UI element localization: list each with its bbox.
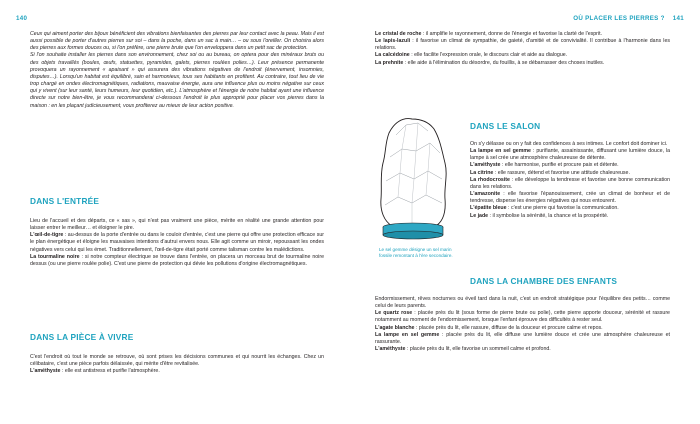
entree-item-tourmaline xyxy=(30,254,324,268)
vivre-item-amethyste xyxy=(30,368,324,375)
salon-item-jade-label: Le jade xyxy=(470,212,489,219)
vivre-intro: C'est l'endroit où tout le monde se retrouve, où sont prises les décisions communes et qui nourrit les échanges. Chez un célibataire, c'est une pièce parfois délaissée, qui mérite d'être revitalisée. xyxy=(30,354,324,368)
top-item-lapis-text: : il favorise un climat de sympathie, de gaieté, d'amitié et de convivialité. Il contribue à l'harmonie dans les relations. xyxy=(375,38,670,52)
salon-item-lampe-label: La lampe en sel gemme xyxy=(470,148,531,155)
salon-item-rhodocrosite-text: : elle développe la tendresse et favorise une bonne communication dans les relations. xyxy=(470,176,670,190)
enfants-item-agate-label: L'agate blanche xyxy=(375,324,415,331)
section-heading-salon: DANS LE SALON xyxy=(470,121,541,131)
salon-item-epatite-label: L'épatite bleue xyxy=(470,205,507,212)
vivre-item-amethyste-text: : elle est antistress et purifie l'atmosphère. xyxy=(60,368,160,375)
salon-item-epatite-text: : c'est une pierre qui favorise la communication. xyxy=(506,205,619,212)
enfants-item-quartz-text: : placée près du lit (sous forme de pierre brute ou polie), cette pierre apporte douceur, sérénité et rassure notamment au moment de l'endormissement, lorsque l'enfant éprouve des difficultés à rester seul. xyxy=(375,310,670,324)
enfants-item-lampe xyxy=(375,332,670,346)
enfants-item-quartz xyxy=(375,310,670,324)
top-item-calcedoine xyxy=(375,52,670,59)
salon-item-rhodocrosite xyxy=(470,177,670,191)
enfants-item-quartz-label: Le quartz rose xyxy=(375,310,413,317)
salt-lamp-icon xyxy=(372,113,456,245)
enfants-intro: Endormissement, rêves nocturnes ou éveil tard dans la nuit, c'est un endroit stratégique pour l'équilibre des petits… comme celui de leurs parents. xyxy=(375,296,670,310)
top-item-calcedoine-text: : elle facilite l'expression orale, le discours clair et aide au dialogue. xyxy=(409,52,568,59)
section-heading-entree: DANS L'ENTRÉE xyxy=(30,196,100,206)
enfants-item-lampe-label: La lampe en sel gemme xyxy=(375,331,440,338)
top-item-cristal-label: Le cristal de roche xyxy=(375,31,422,37)
section-heading-vivre: DANS LA PIÈCE À VIVRE xyxy=(30,332,134,342)
enfants-item-amethyste-label: L'améthyste xyxy=(375,346,406,353)
intro-paragraph-2: Si l'on souhaite installer les pierres dans son environnement, chez soi ou au bureau, on optera pour des minéraux bruts ou des objets travaillés (boules, œufs, statuettes, pyramides, galets, pierres roulées polies…). Leur présence permanente provoquera un rayonnement « apaisant » qui assurera des vibrations négatives de l'endroit (énervement, insomnies, disputes…). Lorsqu'un habitat est équilibré, sain et harmonieux, tous ses habitants en profitent. Au contraire, tout lieu de vie trop chargé en ondes électromagnétiques, radiations, mauvaise énergie, aura une influence plus ou moins négative sur ceux qui y vivent (sur leur santé, leurs humeurs, leur quotidien, etc.). L'atmosphère et l'énergie de notre habitat ayant une influence directe sur notre bien-être, je vous recommanderai ci-dessous l'endroit le plus approprié pour placer vos pierres dans la maison : en les plaçant judicieusement, vous profiterez au mieux de leur action positive. xyxy=(30,52,324,109)
vivre-item-amethyste-label: L'améthyste xyxy=(30,368,61,375)
entree-intro: Lieu de l'accueil et des départs, ce « sas », qui n'est pas vraiment une pièce, mérite en réalité une grande attention pour laisser entrer le meilleur… et éloigner le pire. xyxy=(30,218,324,232)
section-salon xyxy=(470,141,670,220)
entree-item-tourmaline-label: La tourmaline noire xyxy=(30,253,80,260)
salon-item-lampe xyxy=(470,148,670,162)
entree-item-oeil xyxy=(30,232,324,253)
salon-item-epatite xyxy=(470,205,670,212)
salon-item-amethyste-label: L'améthyste xyxy=(470,162,501,169)
running-title: OÙ PLACER LES PIERRES ? xyxy=(573,15,665,22)
entree-item-oeil-label: L'œil-de-tigre xyxy=(30,232,64,239)
salon-intro: On s'y délasse ou on y fait des confidences à ses intimes. Le confort doit dominer ici. xyxy=(470,141,668,147)
intro-paragraph-1: Ceux qui aiment porter des bijoux bénéficient des vibrations bienfaisantes des pierres par leur contact avec la peau. Mais il est aussi possible de porter d'autres pierres sur soi – dans la poche, dans un sac à main… – ou sous l'oreiller. On choisira alors des pierres aux formes douces ou, si l'on préfère, une pierre brute que l'on enveloppera dans un petit sac de protection. xyxy=(30,31,324,52)
section-heading-enfants: DANS LA CHAMBRE DES ENFANTS xyxy=(470,276,618,286)
salon-item-citrine xyxy=(470,170,670,177)
top-item-cristal xyxy=(375,31,670,38)
right-running-header xyxy=(573,15,684,22)
right-page-number: 141 xyxy=(672,15,684,22)
salon-item-citrine-text: : elle rassure, détend et favorise une attitude chaleureuse. xyxy=(493,169,630,176)
top-item-calcedoine-label: La calcédoine xyxy=(375,52,410,59)
salon-item-lampe-text: : purifiante, assainissante, diffusant une lumière douce, la lampe à sel crée une atmosphère chaleureuse de détente. xyxy=(470,148,670,162)
top-item-lapis xyxy=(375,38,670,52)
right-top-list xyxy=(375,31,670,67)
salon-item-amethyste-text: : elle harmonise, purifie et procure paix et détente. xyxy=(500,162,619,169)
salon-item-rhodocrosite-label: La rhodocrosite xyxy=(470,176,510,183)
salon-item-citrine-label: La citrine xyxy=(470,169,494,176)
entree-item-oeil-text: : au-dessus de la porte d'entrée ou dans le couloir d'entrée, c'est une pierre qui offre une protection efficace sur le plan énergétique et éloigne les mauvaises intentions d'autrui envers nous. Elle agit comme un miroir, repoussant les ondes négatives vers celui qui les émet. Traditionnellement, l'œil-de-tigre était porté comme talisman contre les malédictions. xyxy=(30,232,324,253)
top-item-cristal-text: : il amplifie le rayonnement, donne de l'énergie et favorise la clarté de l'esprit. xyxy=(421,31,603,37)
entree-item-tourmaline-text: : si notre compteur électrique se trouve dans l'entrée, on placera un morceau brut de tourmaline noire dessus (ou une pierre roulée polie). C'est une pierre de protection qui dévie les pollutions d'origine électromagnétiques. xyxy=(30,253,324,267)
illustration-caption: Le sel gemme désigne un sel marin fossile remontant à l'ère secondaire. xyxy=(379,247,453,258)
section-enfants xyxy=(375,296,670,353)
salon-item-amazonite-label: L'amazonite xyxy=(470,191,501,198)
top-item-prehnite xyxy=(375,60,670,67)
top-item-lapis-label: Le lapis-lazuli xyxy=(375,38,411,45)
enfants-item-agate-text: : placée près du lit, elle rassure, diffuse de la douceur et procure calme et repos. xyxy=(414,324,603,331)
enfants-item-lampe-text: : placée près du lit, elle diffuse une lumière douce et crée une atmosphère chaleureuse et rassurante. xyxy=(375,331,670,345)
salon-item-amethyste xyxy=(470,162,670,169)
salon-item-amazonite xyxy=(470,191,670,205)
top-item-prehnite-text: : elle aide à l'élimination du désordre, du fouillis, à se débarrasser des choses inutiles. xyxy=(403,59,605,66)
left-page-number: 140 xyxy=(16,15,28,22)
enfants-item-amethyste xyxy=(375,346,670,353)
enfants-item-amethyste-text: : placée près du lit, elle favorise un sommeil calme et profond. xyxy=(405,346,551,353)
salon-item-amazonite-text: : elle favorise l'épanouissement, crée un climat de bonheur et de tendresse, disperse les énergies négatives qui nous entourent. xyxy=(470,191,670,205)
left-page xyxy=(30,31,324,110)
salon-item-jade xyxy=(470,213,670,220)
salon-item-jade-text: : il symbolise la sérénité, la chance et la prospérité. xyxy=(488,212,609,219)
enfants-item-agate xyxy=(375,325,670,332)
section-entree xyxy=(30,218,324,268)
section-vivre xyxy=(30,354,324,375)
top-item-prehnite-label: La prehnite xyxy=(375,59,404,66)
